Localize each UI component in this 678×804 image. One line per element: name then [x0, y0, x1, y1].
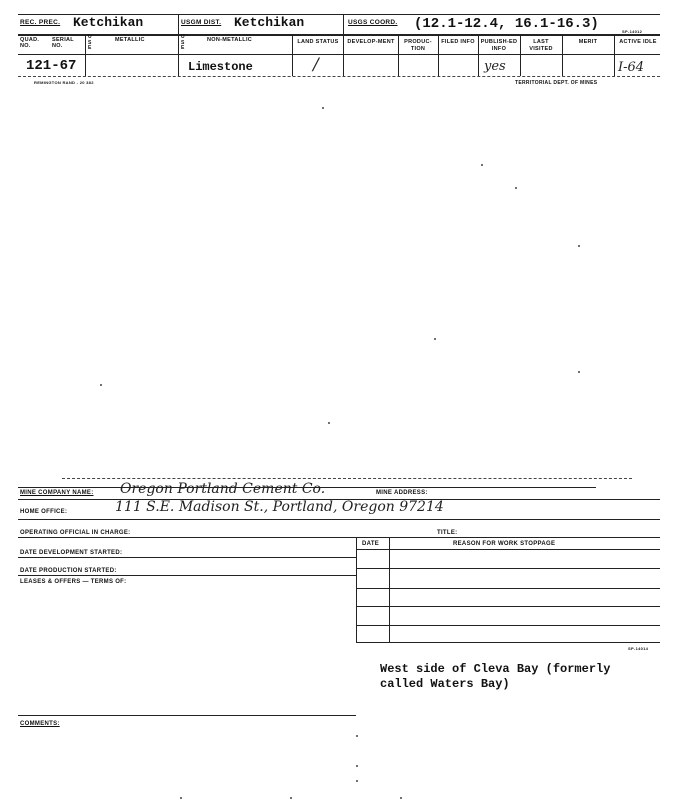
- footer-left: REMINGTON RAND - 20 382: [34, 80, 94, 85]
- home-office-label: HOME OFFICE:: [20, 509, 68, 515]
- quad-value: 121-67: [26, 58, 77, 74]
- mine-company-value: Oregon Portland Cement Co.: [120, 481, 326, 497]
- operating-official-label: OPERATING OFFICIAL IN CHARGE:: [20, 530, 131, 536]
- col-published-info: PUBLISH-ED INFO: [480, 39, 518, 52]
- usgm-dist-value: Ketchikan: [234, 15, 305, 30]
- col-nonmetallic: NON-METALLIC: [207, 37, 253, 43]
- col-production: PRODUC-TION: [404, 39, 432, 52]
- col-use-nonmetallic: U S E: [181, 34, 185, 51]
- usgs-coord-value: (12.1-12.4, 16.1-16.3): [414, 16, 599, 32]
- col-use-metallic: U S E: [88, 34, 92, 51]
- usgm-dist-label: USGM DIST.: [181, 19, 222, 26]
- mine-address-label: MINE ADDRESS:: [376, 490, 428, 496]
- active-idle-value: I-64: [618, 60, 645, 75]
- dev-started-label: DATE DEVELOPMENT STARTED:: [20, 550, 123, 556]
- bottom-form-number: SP-14014: [628, 646, 649, 651]
- home-office-value: 111 S.E. Madison St., Portland, Oregon 97214: [115, 499, 444, 515]
- location-note: West side of Cleva Bay (formerly called Waters Bay): [380, 662, 611, 691]
- col-merit: MERIT: [578, 39, 598, 45]
- col-active-idle: ACTIVE IDLE: [619, 39, 657, 45]
- title-label: TITLE:: [437, 530, 458, 536]
- col-filed-info: FILED INFO: [441, 39, 475, 45]
- rec-prec-value: Ketchikan: [73, 15, 144, 30]
- prod-started-label: DATE PRODUCTION STARTED:: [20, 568, 117, 574]
- col-last-visited: LAST VISITED: [529, 39, 553, 52]
- comments-label: COMMENTS:: [20, 721, 60, 727]
- published-info-value: yes: [484, 59, 506, 74]
- top-form-number: SP-14012: [622, 29, 643, 34]
- footer-right: TERRITORIAL DEPT. OF MINES: [515, 80, 598, 86]
- col-serial-no: SERIAL NO.: [52, 37, 74, 49]
- land-status-value: /: [313, 55, 319, 75]
- nonmetallic-value: Limestone: [188, 60, 253, 74]
- rec-prec-label: REC. PREC.: [20, 19, 61, 26]
- col-land-status: LAND STATUS: [297, 39, 339, 45]
- usgs-coord-label: USGS COORD.: [348, 19, 398, 26]
- leases-label: LEASES & OFFERS — TERMS OF:: [20, 579, 127, 585]
- col-quad-no: QUAD. NO.: [20, 37, 40, 49]
- date-label: DATE: [362, 541, 380, 547]
- reason-label: REASON FOR WORK STOPPAGE: [453, 541, 556, 547]
- col-metallic: METALLIC: [115, 37, 145, 43]
- mine-company-label: MINE COMPANY NAME:: [20, 490, 94, 496]
- col-development: DEVELOP-MENT: [347, 39, 395, 45]
